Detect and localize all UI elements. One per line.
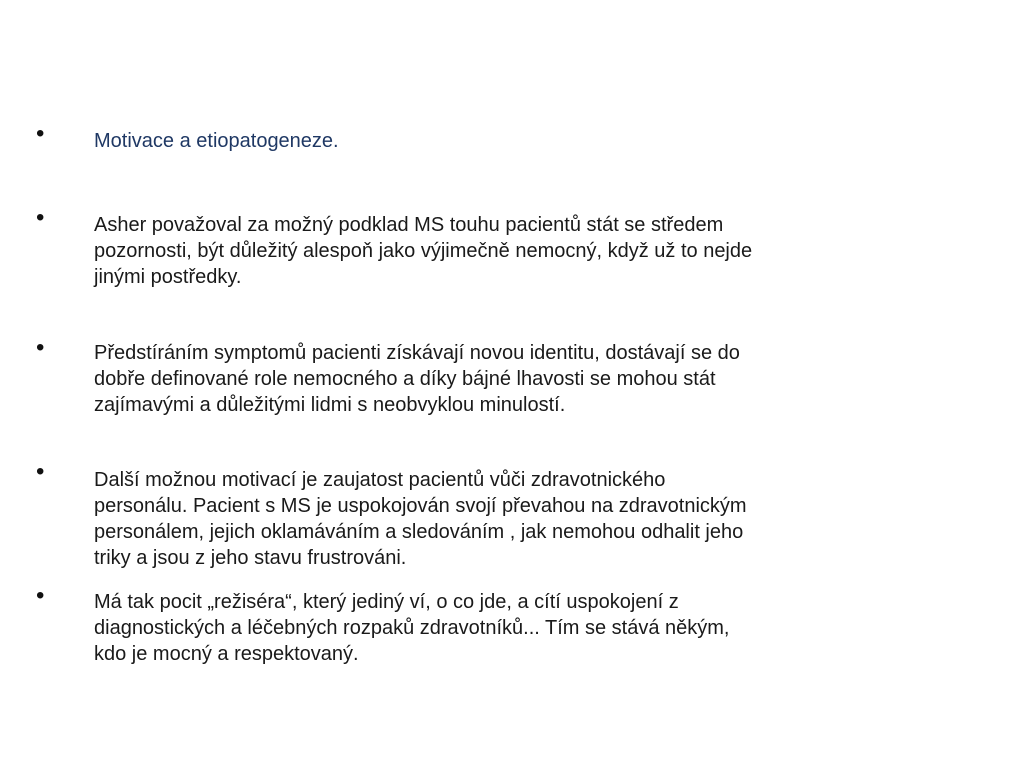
bullet-4: • <box>36 458 45 485</box>
bullet-text-5-line-1: Má tak pocit „režiséra“, který jediný ví, o co jde, a cítí uspokojení z <box>94 591 679 613</box>
bullet-2: • <box>36 204 45 231</box>
bullet-text-5-line-2: diagnostických a léčebných rozpaků zdravotníků... Tím se stává někým, <box>94 617 730 639</box>
bullet-text-1-line-1: Motivace a etiopatogeneze. <box>94 130 339 152</box>
bullet-text-4-line-1: Další možnou motivací je zaujatost pacientů vůči zdravotnického <box>94 469 666 491</box>
bullet-text-5-line-3: kdo je mocný a respektovaný. <box>94 643 359 665</box>
bullet-text-1 <box>94 128 914 154</box>
bullet-5: • <box>36 582 45 609</box>
bullet-text-2-line-1: Asher považoval za možný podklad MS touhu pacientů stát se středem <box>94 214 724 236</box>
bullet-text-3-line-3: zajímavými a důležitými lidmi s neobvyklou minulostí. <box>94 394 566 416</box>
bullet-text-3-line-1: Předstíráním symptomů pacienti získávají novou identitu, dostávají se do <box>94 342 740 364</box>
bullet-text-4 <box>94 467 914 571</box>
bullet-3: • <box>36 334 45 361</box>
bullet-text-2-line-2: pozornosti, být důležitý alespoň jako výjimečně nemocný, když už to nejde <box>94 240 753 262</box>
bullet-text-5 <box>94 589 914 667</box>
bullet-text-4-line-2: personálu. Pacient s MS je uspokojován svojí převahou na zdravotnickým <box>94 495 747 517</box>
bullet-text-4-line-4: triky a jsou z jeho stavu frustrováni. <box>94 547 407 569</box>
bullet-text-4-line-3: personálem, jejich oklamáváním a sledováním , jak nemohou odhalit jeho <box>94 521 744 543</box>
bullet-text-2-line-3: jinými postředky. <box>94 266 242 288</box>
bullet-text-3 <box>94 340 914 418</box>
bullet-text-3-line-2: dobře definované role nemocného a díky bájné lhavosti se mohou stát <box>94 368 716 390</box>
bullet-1: • <box>36 120 45 147</box>
bullet-text-2 <box>94 212 914 290</box>
